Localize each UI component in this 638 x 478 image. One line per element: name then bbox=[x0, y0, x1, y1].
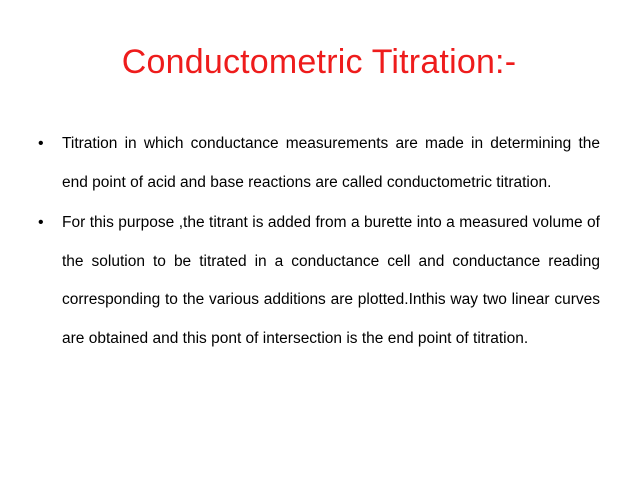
bullet-icon: • bbox=[38, 135, 44, 152]
slide-title: Conductometric Titration:- bbox=[121, 43, 517, 81]
bullet-icon: • bbox=[38, 214, 44, 231]
bullet-text: Titration in which conductance measurements are made in determining the end point of acid and base reactions are called conductometric titration. bbox=[62, 135, 600, 191]
bullet-text: For this purpose ,the titrant is added from a burette into a measured volume of the solution to be titrated in a conductance cell and conductance reading corresponding to the various additions are plotted.Inthis way two linear curves are obtained and this pont of intersection is the end point of titration. bbox=[62, 214, 600, 347]
bullet-list bbox=[38, 125, 600, 360]
bullet-item bbox=[38, 125, 600, 202]
bullet-item bbox=[38, 204, 600, 358]
